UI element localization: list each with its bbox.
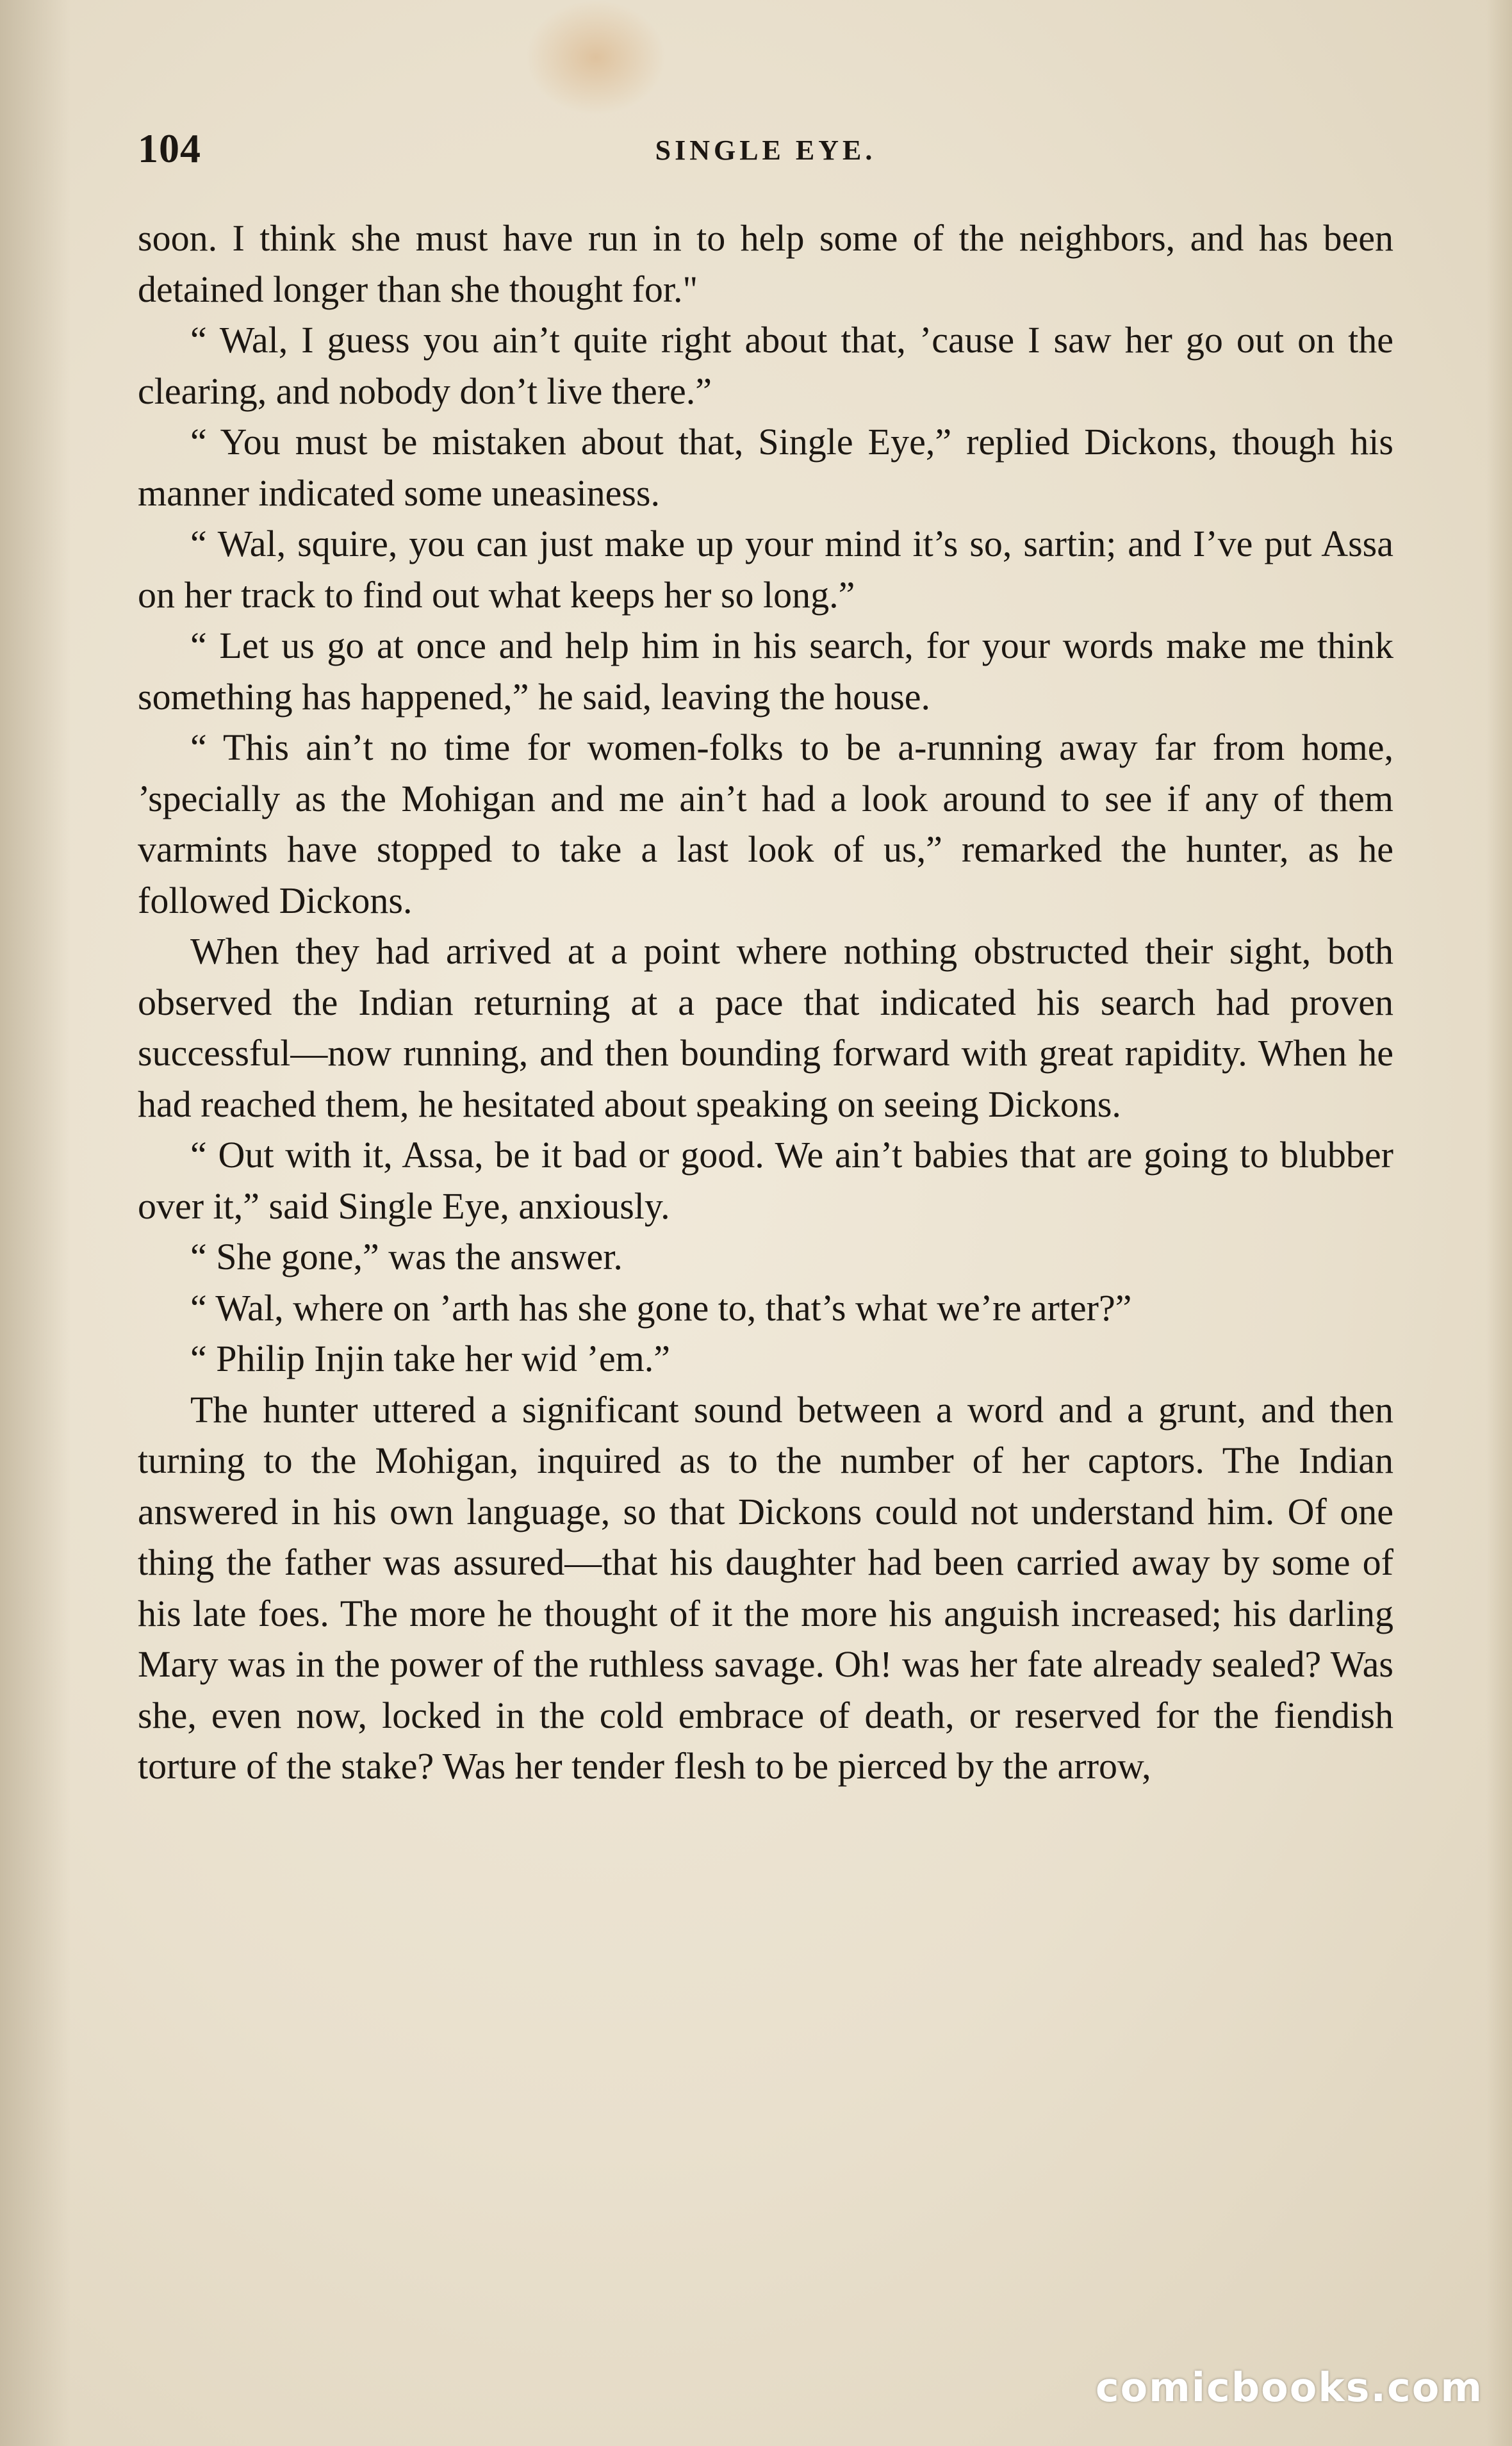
paragraph: “ You must be mistaken about that, Single Eye,” replied Dickons, though his manner indicated some uneasiness. <box>138 421 1393 514</box>
paragraph: soon. I think she must have run in to help some of the neighbors, and has been detained longer than she thought for." <box>138 217 1393 310</box>
paragraph: When they had arrived at a point where nothing obstructed their sight, both observed the Indian returning at a pace that indicated his search had proven successful—now running, and then bounding forward with great rapidity. When he had reached them, he hesitated about speaking on seeing Dickons. <box>138 930 1393 1125</box>
paper-stain <box>525 0 666 115</box>
paragraph: “ This ain’t no time for women-folks to be a-running away far from home, ’specially as the Mohigan and me ain’t had a look around to see if any of them varmints have stopped to take a last look of us,” remarked the hunter, as he followed Dickons. <box>138 726 1393 921</box>
paragraph: “ Wal, I guess you ain’t quite right about that, ’cause I saw her go out on the clearing, and nobody don’t live there.” <box>138 319 1393 412</box>
paragraph: “ Wal, where on ’arth has she gone to, that’s what we’re arter?” <box>190 1286 1132 1329</box>
page-edge-shadow <box>1486 0 1512 2446</box>
paragraph: “ Wal, squire, you can just make up your mind it’s so, sartin; and I’ve put Assa on her track to find out what keeps her so long.” <box>138 523 1393 616</box>
paragraph: “ Philip Injin take her wid ’em.” <box>190 1338 670 1379</box>
paragraph: “ Out with it, Assa, be it bad or good. We ain’t babies that are going to blubber over it,” said Single Eye, anxiously. <box>138 1134 1393 1227</box>
paragraph: “ Let us go at once and help him in his search, for your words make me think something has happened,” he said, leaving the house. <box>138 625 1393 718</box>
paragraph: “ She gone,” was the answer. <box>190 1236 623 1277</box>
body-text <box>138 213 1393 1792</box>
running-head: SINGLE EYE. <box>655 135 876 166</box>
page-gutter-shadow <box>0 0 70 2446</box>
page-number: 104 <box>138 126 201 171</box>
site-watermark: comicbooks.com <box>1095 2364 1483 2411</box>
paragraph: The hunter uttered a significant sound between a word and a grunt, and then turning to the Mohigan, inquired as to the number of her captors. The Indian answered in his own language, so that Dickons could not understand him. Of one thing the father was assured—that his daughter had been carried away by some of his late foes. The more he thought of it the more his anguish increased; his darling Mary was in the power of the ruthless savage. Oh! was her fate already sealed? Was she, even now, locked in the cold embrace of death, or reserved for the fiendish torture of the stake? Was her tender flesh to be pierced by the arrow, <box>138 1388 1393 1787</box>
page-header <box>138 125 1393 183</box>
